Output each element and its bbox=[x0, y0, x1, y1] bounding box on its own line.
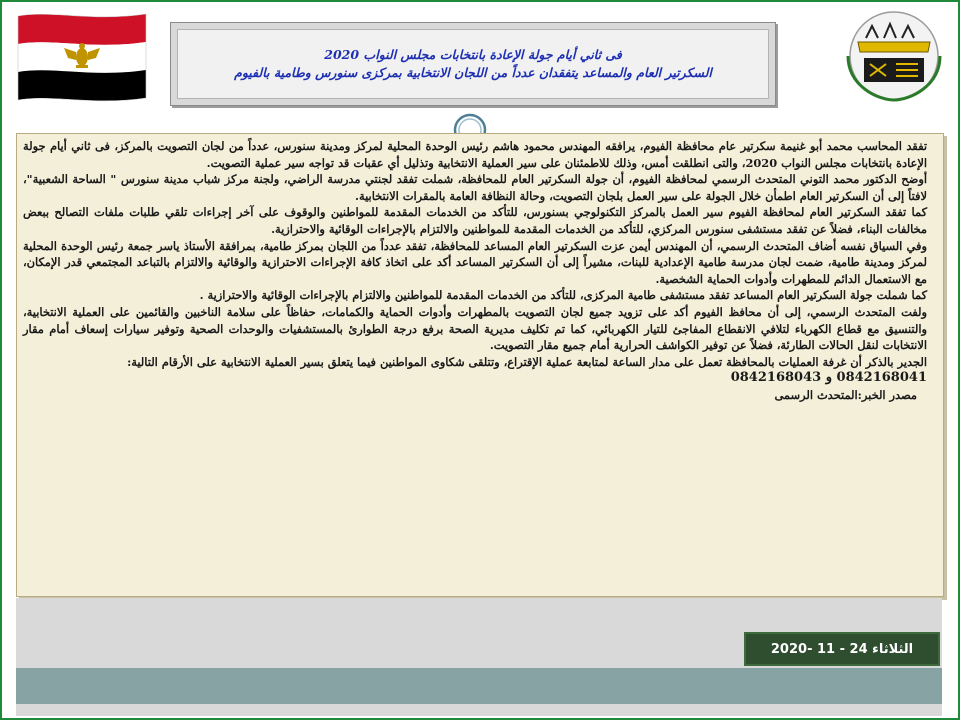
article-paragraph-7: الجدير بالذكر أن غرفة العمليات بالمحافظة تعمل على مدار الساعة لمتابعة عملية الإقتراع، وتتلقى شكاوى المواطنين فيما يتعلق بسير العملية الانتخابية على الأرقام التالية: bbox=[127, 354, 927, 369]
headline-inner bbox=[177, 29, 769, 99]
phone-number-2: 0842168043 bbox=[730, 370, 822, 386]
headline-box bbox=[170, 22, 776, 106]
article-paragraph-4: وفي السياق نفسه أضاف المتحدث الرسمي، أن المهندس أيمن عزت السكرتير العام المساعد للمحافظة، تفقد عدداً من اللجان بمركز طامية، بمرافقة الأستاذ ياسر جمعة رئيس الوحدة المحلية لمركز ومدينة طامية، ضمت لجان مدرسة طامية الإعدادية للبنات، مشيراً إلى أن السكرتير المساعد أكد على اتخاذ كافة الإجراءات الاحترازية والوقائية والالتزام بالتباعد المجتمعي قدر الإمكان، مع الاستعمال الدائم للمطهرات وأدوات الحماية الشخصية. bbox=[23, 238, 927, 286]
teal-band bbox=[16, 668, 942, 704]
article-paragraph-5: كما شملت جولة السكرتير العام المساعد تفقد مستشفى طامية المركزى، للتأكد من الخدمات المقدمة للمواطنين والالتزام بالإجراءات الوقائية والاحترازية . bbox=[199, 288, 927, 303]
phone-number-1: 0842168041 bbox=[836, 370, 927, 386]
egypt-flag-icon bbox=[12, 8, 150, 103]
date-label: الثلاثاء 24 - 11 -2020 bbox=[770, 641, 914, 657]
article-paragraph-2: أوضح الدكتور محمد التوني المتحدث الرسمي لمحافظة الفيوم، أن جولة السكرتير العام للمحافظة، شملت تفقد لجنتي مدرسة الراضي، ولجنة مركز شباب مدينة سنورس " الساحة الشعبية"، لافتاً إلى أن السكرتير العام اطمأن خلال الجولة على سير العمل بلجان التصويت، وحالة النظافة العامة بالمقرات الانتخابية. bbox=[23, 172, 927, 203]
date-box bbox=[744, 632, 940, 666]
phone-numbers bbox=[23, 370, 927, 387]
article-paragraph-1: تفقد المحاسب محمد أبو غنيمة سكرتير عام محافظة الفيوم، يرافقه المهندس محمود هاشم رئيس الوحدة المحلية لمركز ومدينة سنورس، عدداً من لجان التصويت بالمركز، فى ثاني أيام جولة الإعادة بانتخابات مجلس النواب 2020، والتى انطلقت أمس، وذلك للاطمئنان على سير العملية الانتخابية وتذليل أي عقبات قد تواجه سير عملية التصويت. bbox=[23, 139, 927, 170]
headline-line-1: فى ثاني أيام جولة الإعادة بانتخابات مجلس النواب 2020 bbox=[324, 47, 622, 62]
phone-joiner: و bbox=[825, 370, 832, 386]
city-emblem-logo bbox=[838, 8, 950, 104]
article-body bbox=[23, 138, 927, 592]
article-box bbox=[16, 133, 944, 597]
article-paragraph-3: كما تفقد السكرتير العام لمحافظة الفيوم سير العمل بالمركز التكنولوجي بسنورس، للتأكد من الخدمات المقدمة للمواطنين والوقوف على آخر إجراءات تلقي طلبات ملفات التصالح ببعض مخالفات البناء، فضلاً عن تفقد مستشفى سنورس المركزي، للتأكد من الخدمات المقدمة للمواطنين والالتزام بالإجراءات الوقائية والاحترازية. bbox=[23, 205, 927, 236]
news-source: مصدر الخبر:المتحدث الرسمى bbox=[774, 387, 917, 402]
article-paragraph-6: ولفت المتحدث الرسمي، إلى أن محافظ الفيوم أكد على تزويد جميع لجان التصويت بالمطهرات وأدوات الحماية والكمامات، حفاظاً على سلامة الناخبين والقائمين على العملية الانتخابية، والتنسيق مع قطاع الكهرباء لتلافي الانقطاع المفاجئ للتيار الكهربائي، كما تم تكليف مديرية الصحة برفع درجة الطوارئ بالمستشفيات والوحدات الصحية وتوفير سيارات إسعاف أمام مقار الانتخابات لنقل الحالات الطارئة، فضلاً عن توفير الكواشف الحرارية أمام جميع مقار التصويت. bbox=[23, 304, 927, 353]
headline-line-2: السكرتير العام والمساعد يتفقدان عدداً من اللجان الانتخابية بمركزى سنورس وطامية بالفيوم bbox=[234, 65, 712, 80]
